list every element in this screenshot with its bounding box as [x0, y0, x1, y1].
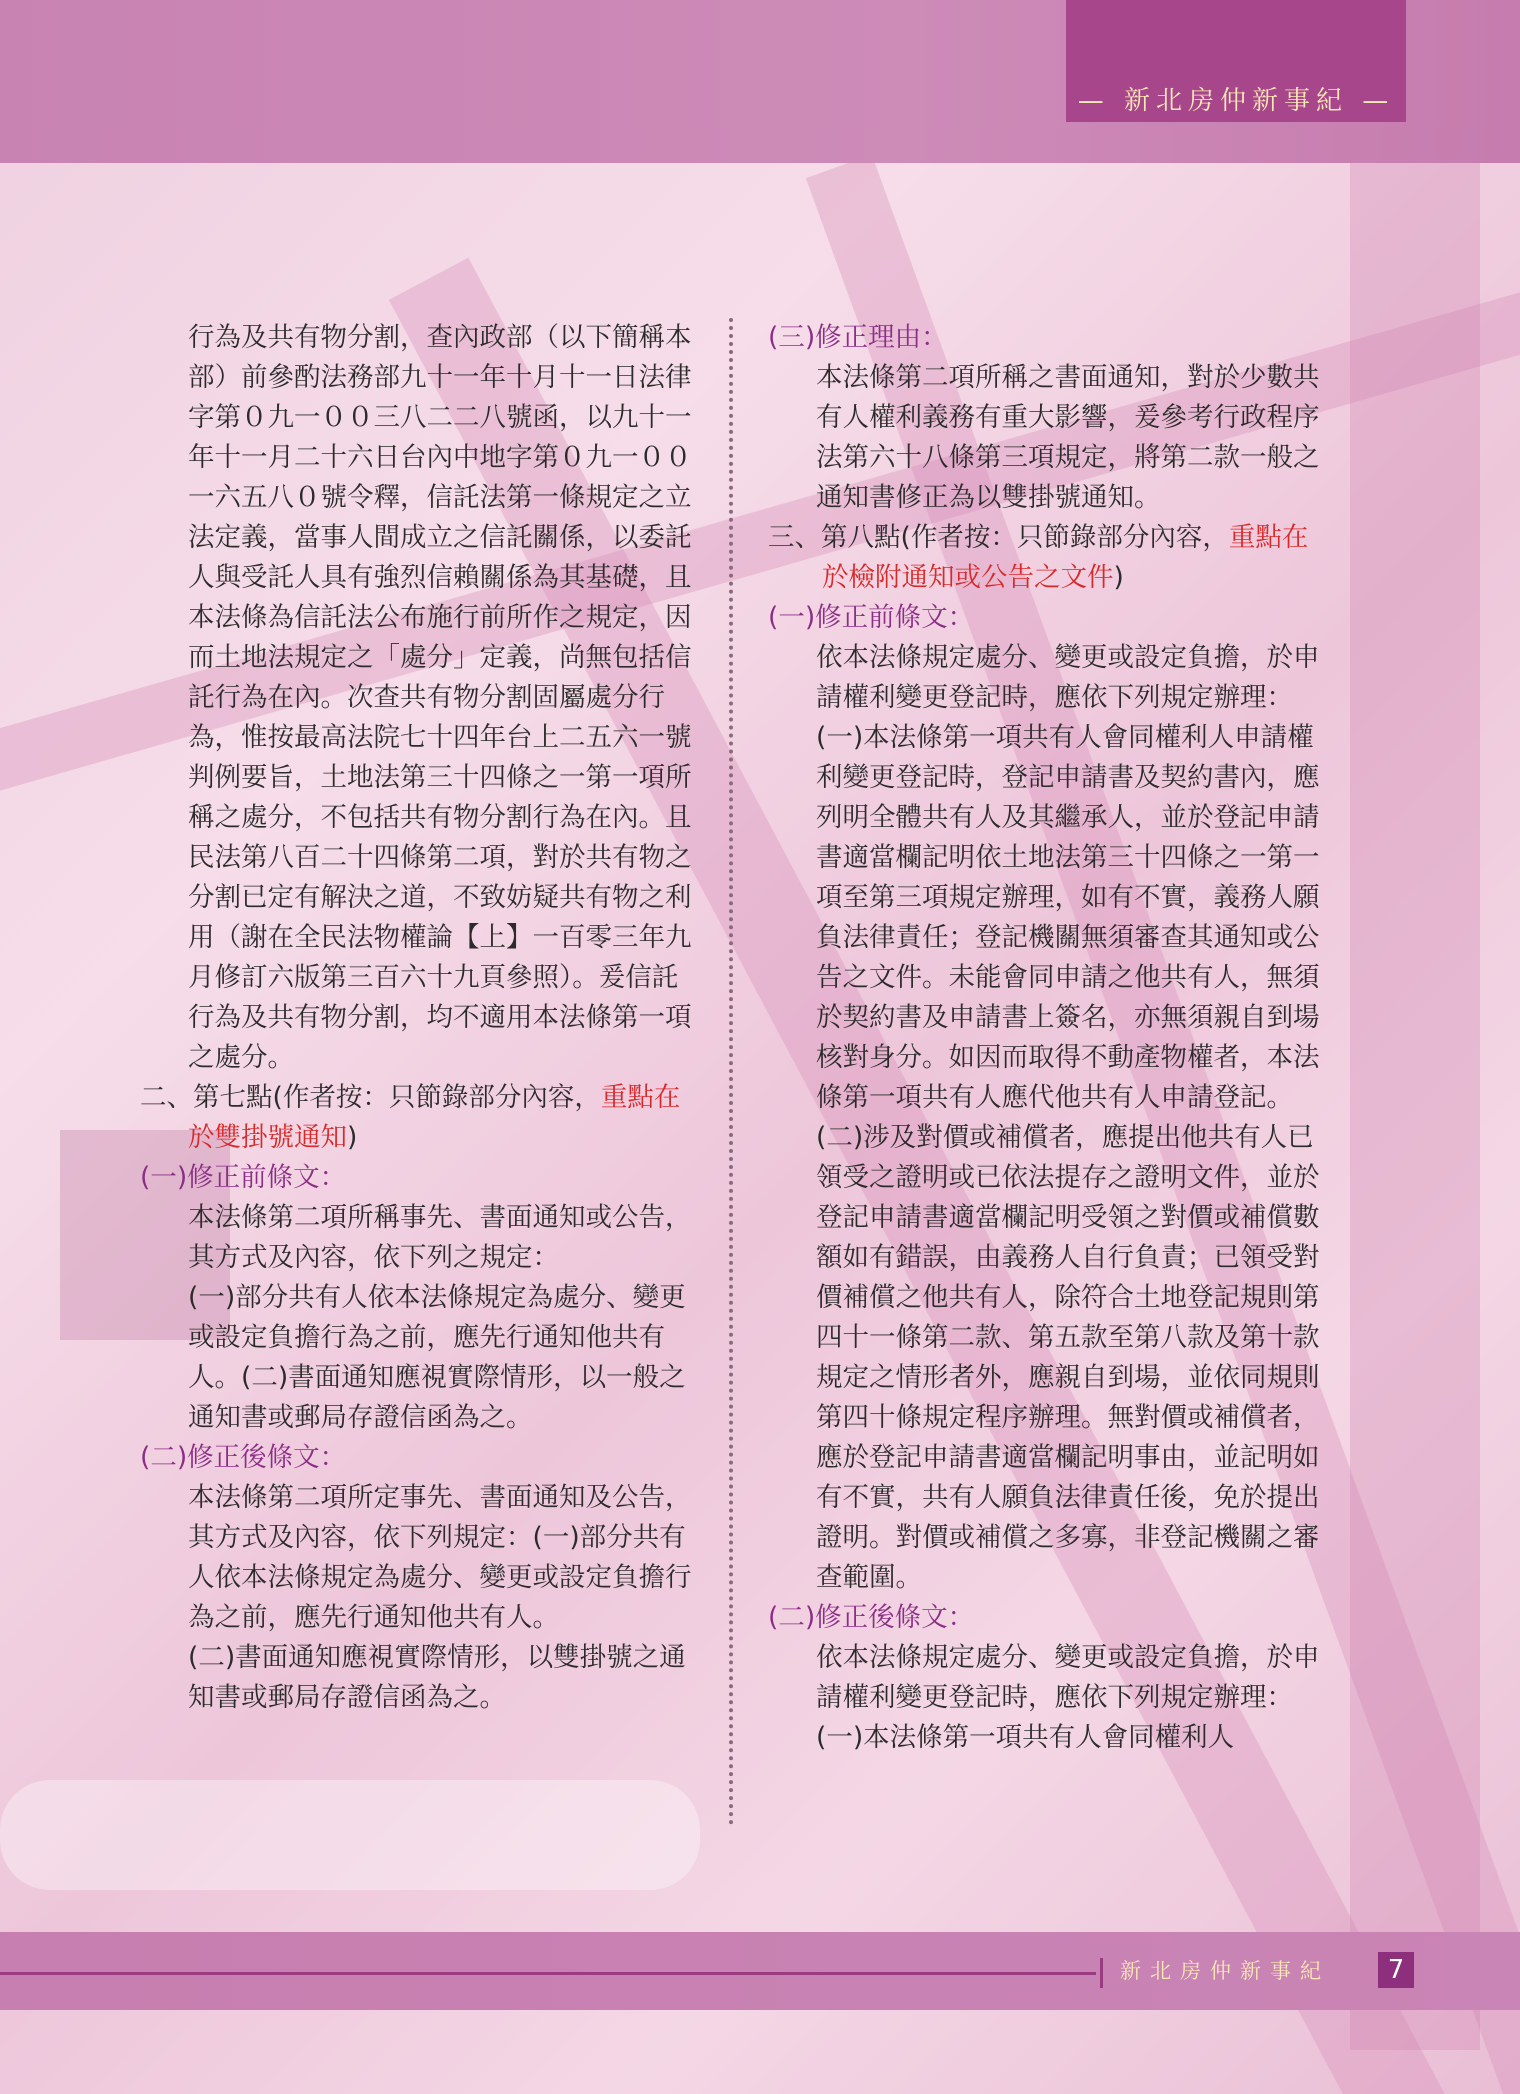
body-paragraph: 本法條第二項所定事先、書面通知及公告，其方式及內容，依下列規定：(一)部分共有人依本法條規定為處分、變更或設定負擔行為之前，應先行通知他共有人。: [188, 1482, 692, 1633]
body-paragraph: 本法條第二項所稱事先、書面通知或公告，其方式及內容，依下列之規定：: [188, 1202, 692, 1273]
body-paragraph: (二)書面通知應視實際情形，以雙掛號之通知書或郵局存證信函為之。: [188, 1642, 686, 1713]
header-title: — 新北房仲新事紀 —: [1077, 86, 1395, 116]
subsection-heading: (二)修正後條文：: [140, 1442, 347, 1473]
section-heading: [140, 1078, 700, 1158]
section-suffix: ): [1113, 562, 1124, 593]
subsection-heading: (三)修正理由：: [768, 322, 948, 353]
column-divider: [729, 318, 733, 1826]
footer-rule: [0, 1972, 1096, 1975]
body-paragraph: 依本法條規定處分、變更或設定負擔，於申請權利變更登記時，應依下列規定辦理：(一)本法條第一項共有人會同權利人: [816, 1642, 1320, 1753]
left-column: [140, 318, 700, 1718]
page-number: 7: [1378, 1952, 1414, 1988]
footer-tick: [1100, 1958, 1103, 1988]
highlight-text: 重點在於檢附通知或公告之文件: [822, 522, 1309, 593]
subsection-heading: (二)修正後條文：: [768, 1602, 975, 1633]
footer-title: 新北房仲新事紀: [1120, 1959, 1330, 1983]
subsection-heading: (一)修正前條文：: [768, 602, 975, 633]
section-prefix: 三、第八點(作者按：只節錄部分內容，: [768, 522, 1229, 553]
body-paragraph: 依本法條規定處分、變更或設定負擔，於申請權利變更登記時，應依下列規定辦理：(一)本法條第一項共有人會同權利人申請權利變更登記時，登記申請書及契約書內，應列明全體共有人及其繼承人，並於登記申請書適當欄記明依土地法第三十四條之一第一項至第三項規定辦理，如有不實，義務人願負法律責任；登記機關無須審查其通知或公告之文件。未能會同申請之他共有人，無須於契約書及申請書上簽名，亦無須親自到場核對身分。如因而取得不動產物權者，本法條第一項共有人應代他共有人申請登記。(二)涉及對價或補償者，應提出他共有人已領受之證明或已依法提存之證明文件，並於登記申請書適當欄記明受領之對價或補償數額如有錯誤，由義務人自行負責；已領受對價補償之他共有人，除符合土地登記規則第四十一條第二款、第五款至第八款及第十款規定之情形者外，應親自到場，並依同規則第四十條規定程序辦理。無對價或補償者，應於登記申請書適當欄記明事由，並記明如有不實，共有人願負法律責任後，免於提出證明。對價或補償之多寡，非登記機關之審查範圍。: [816, 642, 1320, 1593]
subsection-heading: (一)修正前條文：: [140, 1162, 347, 1193]
section-heading: [768, 518, 1328, 598]
right-column: [768, 318, 1328, 1758]
section-suffix: ): [347, 1122, 358, 1153]
highlight-text: 重點在於雙掛號通知: [188, 1082, 681, 1153]
body-paragraph: (一)部分共有人依本法條規定為處分、變更或設定負擔行為之前，應先行通知他共有人。(二)書面通知應視實際情形，以一般之通知書或郵局存證信函為之。: [188, 1282, 686, 1433]
section-prefix: 二、第七點(作者按：只節錄部分內容，: [140, 1082, 601, 1113]
body-paragraph: 行為及共有物分割，查內政部（以下簡稱本部）前參酌法務部九十一年十月十一日法律字第０九一００三八二二八號函，以九十一年十一月二十六日台內中地字第０九一００一六五八０號令釋，信託法第一條規定之立法定義，當事人間成立之信託關係，以委託人與受託人具有強烈信賴關係為其基礎，且本法條為信託法公布施行前所作之規定，因而土地法規定之「處分」定義，尚無包括信託行為在內。次查共有物分割固屬處分行為，惟按最高法院七十四年台上二五六一號判例要旨，土地法第三十四條之一第一項所稱之處分，不包括共有物分割行為在內。且民法第八百二十四條第二項，對於共有物之分割已定有解決之道，不致妨疑共有物之利用（謝在全民法物權論【上】一百零三年九月修訂六版第三百六十九頁參照）。爰信託行為及共有物分割，均不適用本法條第一項之處分。: [188, 322, 692, 1073]
body-paragraph: 本法條第二項所稱之書面通知，對於少數共有人權利義務有重大影響，爰參考行政程序法第六十八條第三項規定，將第二款一般之通知書修正為以雙掛號通知。: [816, 362, 1320, 513]
